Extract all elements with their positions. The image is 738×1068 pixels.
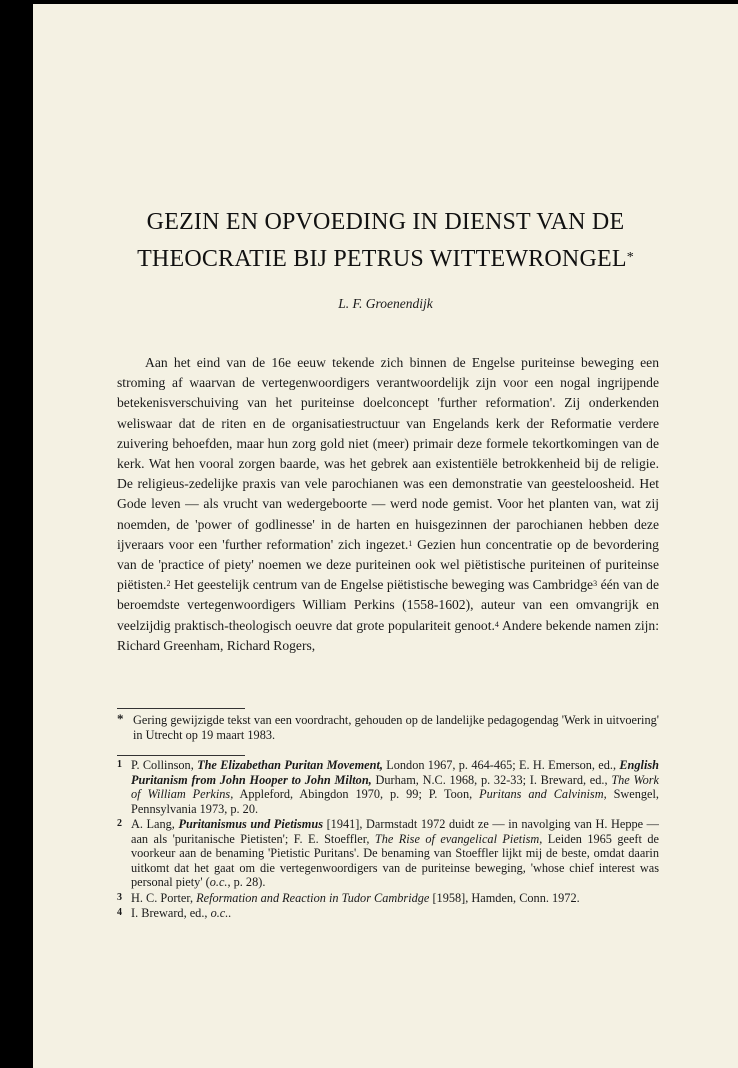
footnote-3	[117, 891, 659, 906]
footnote-1	[117, 758, 659, 816]
body-text-part-3: Het geestelijk centrum van de Engelse piëtistische beweging was Cambridge	[174, 577, 594, 593]
footnote-2-text-c: Leiden 1965 geeft de voorkeur aan de benaming 'Pietistic Puritans'. De benaming van Stoeffler lijkt mij de beste, omdat daarin uitkomt dat het gaat om die vertegenwoordigers van de puriteinse beweging, 'whose chief interest was personal piety' (	[131, 831, 659, 889]
author-name: L. F. Groenendijk	[338, 296, 433, 311]
star-note-text: Gering gewijzigde tekst van een voordracht, gehouden op de landelijke pedagogendag 'Werk in uitvoering' in Utrecht op 19 maart 1983.	[133, 713, 659, 742]
title-footnote-mark: *	[626, 250, 634, 265]
body-text-part-1: Aan het eind van de 16e eeuw tekende zich binnen de Engelse puriteinse beweging een stroming af waarvan de vertegenwoordigers verantwoordelijk zijn voor een nogal ingrijpende betekenisverschuiving van het puriteinse doelconcept 'further reformation'. Zij onderkenden weliswaar dat de riten en de organisatiestructuur van Engelands kerk der Reformatie verdere zuivering behoefden, maar hun zorg gold niet (meer) primair deze formele tekortkomingen van de kerk. Wat hen vooral zorgen baarde, was het gebrek aan existentiële betrokkenheid bij de religie. De religieus-zedelijke praxis van vele parochianen was een demonstratie van geesteloosheid. Het Gode leven — als vrucht van wedergeboorte — werd node gemist. Voor het planten van, wat zij noemden, de 'power of godlinesse' in de harten en huisgezinnen der parochianen hebben deze ijveraars voor een 'further reformation' zich ingezet.	[117, 355, 659, 552]
footnotes-block	[117, 758, 659, 922]
footnote-2-text-a: A. Lang,	[131, 817, 179, 831]
footnote-2-mark: 2	[117, 818, 122, 829]
star-note	[117, 713, 659, 742]
footnote-ref-3: 3	[593, 579, 598, 589]
footnote-ref-1: 1	[408, 538, 413, 548]
footnote-3-title-a: Reformation and Reaction in Tudor Cambridge	[196, 890, 430, 905]
footnote-1-text-c: Durham, N.C. 1968, p. 32-33; I. Breward, ed.,	[371, 772, 612, 787]
title-line-1: GEZIN EN OPVOEDING IN DIENST VAN DE	[146, 209, 625, 235]
body-text-part-2: Gezien hun concentratie op de bevordering van de 'practice of piety' noemen we deze puriteinen ook wel piëtistische puriteinen of puriteinse piëtisten.	[117, 536, 659, 593]
footnote-4	[117, 906, 659, 921]
footnote-2-title-c: o.c.,	[209, 875, 231, 889]
body-text-part-5: Andere bekende namen zijn: Richard Greenham, Richard Rogers,	[117, 617, 660, 653]
footnote-ref-4: 4	[494, 619, 499, 629]
footnote-2-title-b: The Rise of evangelical Pietism,	[374, 831, 543, 846]
footnote-3-text-b: [1958], Hamden, Conn. 1972.	[429, 890, 580, 905]
footnote-1-mark: 1	[117, 759, 122, 770]
body-paragraph	[117, 353, 659, 656]
footnote-4-text-a: I. Breward, ed.,	[131, 906, 211, 920]
star-note-mark: *	[117, 711, 124, 726]
footnote-3-mark: 3	[117, 891, 122, 903]
footnote-divider-2	[117, 755, 245, 756]
footnote-ref-2: 2	[166, 579, 171, 589]
footnote-1-title-a: The Elizabethan Puritan Movement,	[197, 758, 383, 772]
footnote-1-title-c: The Work of William Perkins,	[131, 772, 659, 801]
footnote-2-text-d: p. 28).	[230, 875, 266, 889]
footnote-1-text-a: P. Collinson,	[131, 758, 198, 772]
article-title	[33, 204, 738, 278]
footnote-1-title-b: English Puritanism from John Hooper to John Milton,	[131, 758, 659, 787]
footnote-4-title-a: o.c..	[210, 906, 232, 920]
star-note-block	[117, 713, 659, 743]
title-line-2	[33, 241, 738, 278]
title-line-2-text: THEOCRATIE BIJ PETRUS WITTEWRONGEL	[137, 246, 627, 272]
footnote-1-text-b: London 1967, p. 464-465; E. H. Emerson, ed.,	[382, 758, 620, 772]
document-page	[33, 4, 738, 1068]
footnote-1-text-d: Appleford, Abingdon 1970, p. 99; P. Toon,	[233, 787, 480, 801]
footnote-1-title-d: Puritans and Calvinism,	[479, 787, 607, 801]
footnote-1-text-e: Swengel, Pennsylvania 1973, p. 20.	[131, 787, 660, 816]
footnote-3-text-a: H. C. Porter,	[131, 890, 197, 905]
footnote-2-title-a: Puritanismus und Pietismus	[178, 817, 323, 831]
footnote-2	[117, 817, 659, 890]
footnote-divider-1	[117, 708, 245, 709]
body-text-part-4: één van de beroemdste vertegenwoordigers William Perkins (1558-1602), auteur van een omvangrijk en veelzijdig praktisch-theologisch oeuvre dat grote populariteit genoot.	[117, 577, 659, 633]
footnote-2-text-b: [1941], Darmstadt 1972 duidt ze — in navolging van H. Heppe — aan als 'puritanische Pietisten'; F. E. Stoeffler,	[131, 817, 659, 846]
footnote-4-mark: 4	[117, 907, 122, 918]
